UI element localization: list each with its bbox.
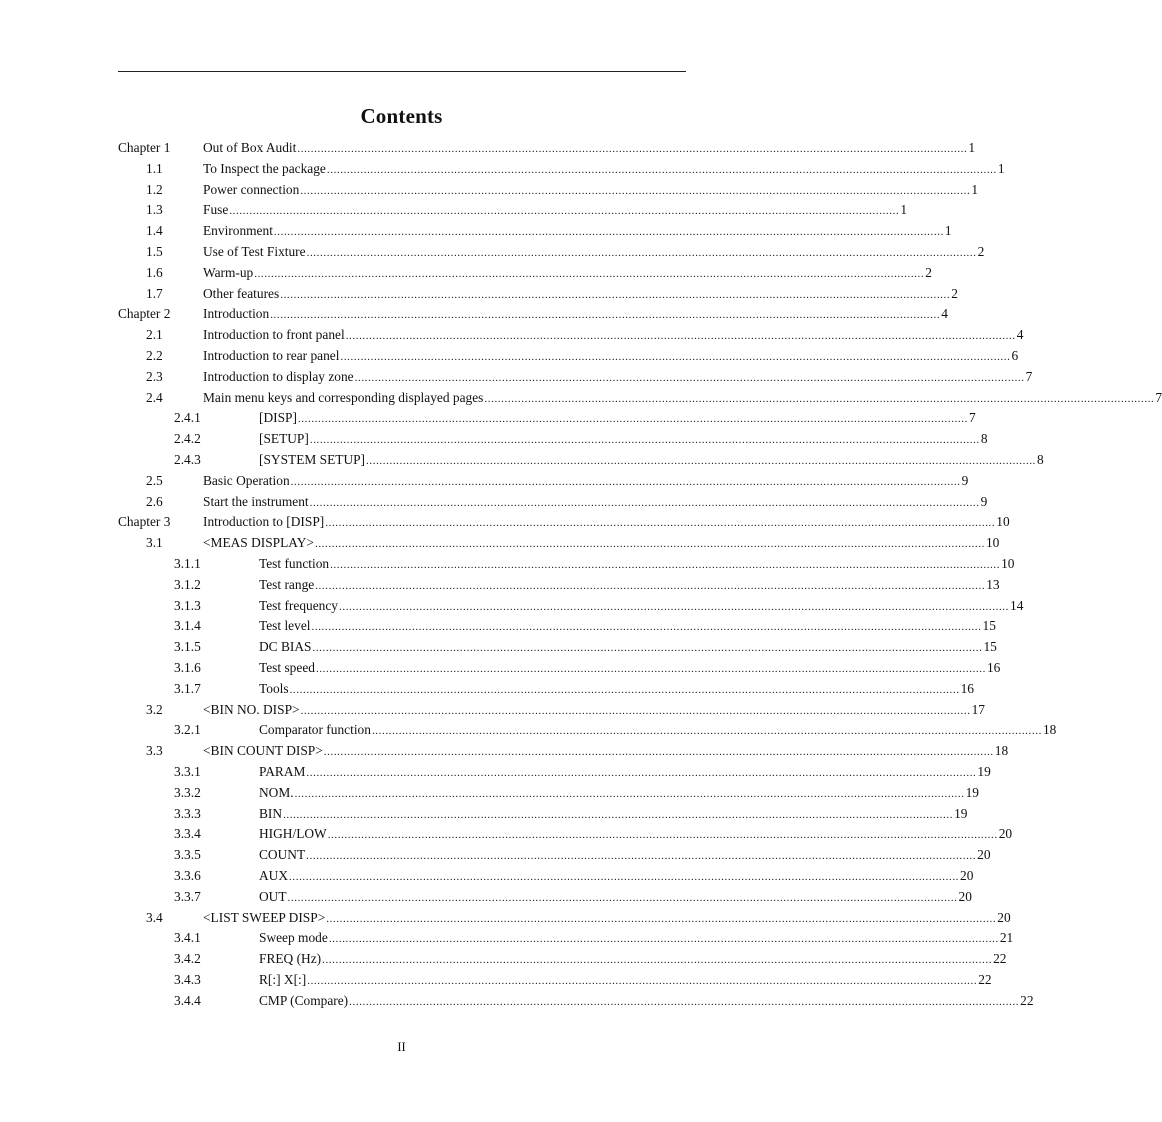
toc-entry[interactable]	[0, 284, 958, 304]
toc-entry-number: 3.4.2	[174, 951, 201, 967]
toc-entry-number: 2.6	[146, 493, 163, 509]
toc-entry-page: 2	[977, 244, 985, 259]
toc-entry-title[interactable]: AUX	[259, 868, 289, 883]
toc-entry-title[interactable]: Test function	[259, 556, 330, 571]
dot-leader: ........................................................................................................................................................................................................	[371, 725, 1042, 738]
toc-entry-title[interactable]: Out of Box Audit	[203, 140, 297, 155]
toc-entry-page: 1	[968, 140, 976, 155]
toc-entry-number: 3.1.1	[174, 556, 201, 571]
toc-entry-number: 3.2.1	[174, 722, 201, 738]
dot-leader: ........................................................................................................................................................................................................	[300, 184, 971, 197]
toc-entry-page: 22	[993, 951, 1007, 967]
toc-entry-title[interactable]: [SETUP]	[259, 431, 309, 447]
toc-entry-title[interactable]: Sweep mode	[259, 930, 328, 946]
toc-entry[interactable]	[0, 242, 985, 262]
toc-entry-page: 10	[985, 535, 1000, 551]
toc-entry-title[interactable]: Warm-up	[203, 264, 254, 280]
toc-entry-title[interactable]: Test range	[259, 576, 315, 592]
toc-entry-number: 3.2	[146, 701, 163, 717]
toc-entry[interactable]	[0, 991, 1034, 1011]
toc-entry-number: 3.3.2	[174, 784, 201, 800]
toc-entry-page: 15	[982, 618, 996, 634]
dot-leader: ........................................................................................................................................................................................................	[289, 683, 960, 696]
toc-entry-title[interactable]: Environment	[203, 223, 273, 239]
dot-leader: ........................................................................................................................................................................................................	[330, 559, 1001, 571]
toc-entry-number: 3.1.2	[174, 576, 201, 592]
dot-leader: ........................................................................................................................................................................................................	[287, 891, 958, 904]
toc-entry-number: 1.1	[146, 160, 163, 176]
dot-leader: ........................................................................................................................................................................................................	[289, 871, 960, 883]
page-number: II	[397, 1040, 406, 1054]
toc-entry-page: 7	[1025, 368, 1033, 384]
toc-entry-number: 2.3	[146, 368, 163, 384]
toc-entry-title[interactable]: BIN	[259, 805, 283, 821]
toc-entry[interactable]	[0, 949, 1007, 969]
toc-entry-number: 2.2	[146, 348, 163, 363]
toc-entry-title[interactable]: Test speed	[259, 660, 315, 675]
header-rule	[118, 71, 686, 72]
toc-entry-number: 3.4	[146, 909, 163, 925]
dot-leader: ........................................................................................................................................................................................................	[315, 663, 986, 675]
toc-entry[interactable]	[0, 575, 1000, 595]
toc-entry[interactable]	[0, 159, 1005, 179]
toc-entry-title[interactable]: Test level	[259, 618, 311, 634]
toc-entry[interactable]	[0, 325, 1024, 345]
toc-entry-page: 10	[1001, 556, 1015, 571]
toc-entry-page: 17	[971, 701, 985, 717]
toc-entry-number: Chapter 3	[118, 514, 171, 530]
toc-entry-page: 18	[1042, 722, 1057, 738]
toc-entry-page: 1	[900, 202, 908, 218]
toc-entry-page: 7	[968, 410, 976, 426]
toc-entry-title[interactable]: Comparator function	[259, 722, 371, 738]
toc-entry-number: 3.1.6	[174, 660, 201, 675]
toc-entry-title[interactable]: <MEAS DISPLAY>	[203, 535, 314, 551]
toc-entry-page: 19	[977, 764, 991, 779]
toc-entry-page: 13	[986, 576, 1000, 592]
toc-entry-number: 2.4.2	[174, 431, 201, 447]
toc-entry-title[interactable]: NOM.	[259, 784, 294, 800]
toc-entry-title[interactable]: Introduction to front panel	[203, 327, 345, 343]
toc-entry-page: 8	[1037, 452, 1044, 467]
toc-entry-title[interactable]: Introduction to display zone	[203, 368, 354, 384]
toc-entry[interactable]	[0, 845, 991, 865]
toc-entry-title[interactable]: <BIN COUNT DISP>	[203, 743, 323, 759]
toc-entry-title[interactable]: R[:] X[:]	[259, 972, 307, 987]
toc-entry-number: 3.3	[146, 743, 163, 759]
toc-entry-page: 2	[925, 264, 932, 280]
toc-entry-page: 2	[951, 285, 958, 301]
toc-entry-title[interactable]: OUT	[259, 888, 287, 904]
toc-entry-page: 20	[997, 909, 1011, 925]
toc-entry-title[interactable]: Start the instrument	[203, 493, 309, 509]
toc-entry-number: 1.3	[146, 202, 163, 218]
toc-entry-number: 2.4	[146, 389, 163, 405]
toc-entry[interactable]	[0, 970, 992, 990]
toc-entry[interactable]	[0, 367, 1033, 387]
toc-entry[interactable]	[0, 388, 1162, 408]
toc-entry[interactable]	[0, 471, 969, 491]
toc-entry[interactable]	[0, 762, 991, 782]
dot-leader: ........................................................................................................................................................................................................	[309, 434, 980, 447]
toc-entry-number: 1.2	[146, 181, 163, 197]
dot-leader: ........................................................................................................................................................................................................	[280, 288, 951, 301]
dot-leader: ........................................................................................................................................................................................................	[345, 330, 1016, 343]
toc-entry-page: 20	[998, 826, 1013, 842]
toc-entry-number: 2.5	[146, 472, 163, 488]
dot-leader: ........................................................................................................................................................................................................	[325, 517, 996, 530]
toc-entry[interactable]	[0, 679, 974, 699]
toc-entry[interactable]	[0, 741, 1009, 761]
dot-leader: ........................................................................................................................................................................................................	[327, 829, 998, 842]
dot-leader: ........................................................................................................................................................................................................	[297, 143, 968, 155]
toc-entry[interactable]	[0, 554, 1015, 574]
toc-entry-number: 3.1	[146, 535, 163, 551]
toc-entry-page: 19	[954, 805, 968, 821]
toc-entry-number: Chapter 2	[118, 306, 171, 322]
dot-leader: ........................................................................................................................................................................................................	[323, 746, 994, 759]
toc-entry[interactable]	[0, 346, 1019, 366]
toc-entry[interactable]	[0, 533, 1000, 553]
toc-entry-page: 14	[1010, 597, 1024, 613]
toc-entry-page: 16	[960, 680, 974, 696]
dot-leader: ........................................................................................................................................................................................................	[309, 496, 980, 509]
dot-leader: ........................................................................................................................................................................................................	[273, 226, 944, 239]
toc-entry[interactable]	[0, 720, 1057, 740]
toc-entry-page: 4	[1016, 327, 1024, 343]
toc-entry[interactable]	[0, 596, 1024, 616]
toc-entry[interactable]	[0, 658, 1001, 678]
dot-leader: ........................................................................................................................................................................................................	[366, 455, 1037, 467]
toc-entry-title[interactable]: Introduction	[203, 306, 270, 322]
dot-leader: ........................................................................................................................................................................................................	[290, 475, 961, 488]
dot-leader: ........................................................................................................................................................................................................	[484, 392, 1155, 405]
toc-entry-title[interactable]: Fuse	[203, 202, 229, 218]
toc-entry[interactable]	[0, 783, 979, 803]
toc-entry-page: 19	[965, 784, 979, 800]
toc-entry-title[interactable]: Test frequency	[259, 597, 338, 613]
toc-entry[interactable]	[0, 824, 1013, 844]
toc-entry-page: 7	[1155, 389, 1162, 405]
toc-entry-number: 3.3.6	[174, 868, 201, 883]
toc-entry[interactable]	[0, 263, 932, 283]
dot-leader: ........................................................................................................................................................................................................	[312, 642, 983, 655]
toc-entry-page: 10	[996, 514, 1010, 530]
toc-entry[interactable]	[0, 804, 968, 824]
toc-entry-number: 3.1.5	[174, 639, 201, 655]
toc-entry-title[interactable]: Introduction to [DISP]	[203, 514, 325, 530]
toc-entry-number: 3.3.7	[174, 888, 201, 904]
toc-entry-title[interactable]: PARAM	[259, 764, 306, 779]
toc-entry-page: 22	[1020, 992, 1034, 1008]
toc-entry-number: 1.7	[146, 285, 163, 301]
toc-entry-page: 18	[994, 743, 1009, 759]
toc-entry-title[interactable]: Tools	[259, 680, 289, 696]
toc-entry-title[interactable]: To Inspect the package	[203, 160, 326, 176]
dot-leader: ........................................................................................................................................................................................................	[306, 247, 977, 259]
toc-entry[interactable]	[0, 408, 976, 428]
toc-entry-number: 3.1.7	[174, 680, 201, 696]
toc-entry-page: 8	[980, 431, 988, 447]
toc-entry-number: 1.6	[146, 264, 163, 280]
toc-entry[interactable]	[0, 429, 988, 449]
toc-entry[interactable]	[0, 866, 974, 886]
dot-leader: ........................................................................................................................................................................................................	[307, 975, 978, 987]
toc-entry-title[interactable]: Main menu keys and corresponding displayed pages	[203, 389, 484, 405]
toc-entry[interactable]	[0, 138, 976, 158]
dot-leader: ........................................................................................................................................................................................................	[229, 205, 900, 218]
toc-entry-title[interactable]: Use of Test Fixture	[203, 244, 306, 259]
toc-entry-title[interactable]: DC BIAS	[259, 639, 312, 655]
toc-entry-page: 1	[971, 181, 979, 197]
toc-entry[interactable]	[0, 908, 1011, 928]
toc-entry-number: 3.3.1	[174, 764, 201, 779]
dot-leader: ........................................................................................................................................................................................................	[300, 704, 971, 717]
dot-leader: ........................................................................................................................................................................................................	[311, 621, 982, 634]
toc-entry-page: 1	[944, 223, 952, 239]
toc-entry-number: 2.4.1	[174, 410, 201, 426]
dot-leader: ........................................................................................................................................................................................................	[306, 767, 977, 779]
toc-entry-number: 3.4.4	[174, 992, 201, 1008]
toc-entry-page: 20	[960, 868, 974, 883]
toc-entry-page: 22	[978, 972, 992, 987]
toc-entry-title[interactable]: [SYSTEM SETUP]	[259, 452, 366, 467]
toc-entry-number: 1.4	[146, 223, 163, 239]
toc-entry[interactable]	[0, 304, 948, 324]
toc-entry-number: 3.4.1	[174, 930, 201, 946]
dot-leader: ........................................................................................................................................................................................................	[349, 995, 1020, 1008]
toc-entry[interactable]	[0, 221, 952, 241]
toc-entry-title[interactable]: Power connection	[203, 181, 300, 197]
toc-entry[interactable]	[0, 616, 996, 636]
dot-leader: ........................................................................................................................................................................................................	[326, 163, 997, 176]
dot-leader: ........................................................................................................................................................................................................	[326, 912, 997, 925]
toc-entry-page: 20	[977, 847, 991, 863]
toc-entry-number: 3.3.5	[174, 847, 201, 863]
toc-entry-title[interactable]: COUNT	[259, 847, 306, 863]
toc-entry-title[interactable]: Introduction to rear panel	[203, 348, 340, 363]
toc-entry-number: 3.3.3	[174, 805, 201, 821]
toc-entry-title[interactable]: FREQ (Hz)	[259, 951, 322, 967]
toc-entry[interactable]	[0, 700, 985, 720]
dot-leader: ........................................................................................................................................................................................................	[314, 538, 985, 551]
toc-entry-number: 3.1.3	[174, 597, 201, 613]
toc-entry-number: 1.5	[146, 244, 163, 259]
toc-entry-number: Chapter 1	[118, 140, 171, 155]
toc-entry-page: 6	[1011, 348, 1019, 363]
dot-leader: ........................................................................................................................................................................................................	[297, 413, 968, 426]
dot-leader: ........................................................................................................................................................................................................	[328, 933, 999, 946]
toc-entry-page: 15	[983, 639, 997, 655]
toc-entry[interactable]	[0, 180, 979, 200]
dot-leader: ........................................................................................................................................................................................................	[339, 600, 1009, 613]
toc-entry-number: 2.4.3	[174, 452, 201, 467]
page-title: Contents	[360, 104, 443, 128]
toc-entry[interactable]	[0, 887, 972, 907]
dot-leader: ........................................................................................................................................................................................................	[322, 954, 993, 967]
toc-entry-title[interactable]: <BIN NO. DISP>	[203, 701, 300, 717]
toc-entry[interactable]	[0, 492, 988, 512]
toc-entry[interactable]	[0, 928, 1014, 948]
toc-entry-page: 16	[986, 660, 1001, 675]
toc-entry[interactable]	[0, 450, 1044, 470]
dot-leader: ........................................................................................................................................................................................................	[306, 850, 977, 863]
toc-entry-page: 1	[997, 160, 1005, 176]
dot-leader: ........................................................................................................................................................................................................	[270, 309, 941, 322]
toc-entry[interactable]	[0, 512, 1010, 532]
dot-leader: ........................................................................................................................................................................................................	[254, 267, 925, 280]
toc-entry-title[interactable]: [DISP]	[259, 410, 297, 426]
toc-entry[interactable]	[0, 200, 908, 220]
toc-entry-page: 9	[961, 472, 969, 488]
toc-entry[interactable]	[0, 637, 997, 657]
toc-entry-title[interactable]: CMP (Compare)	[259, 992, 349, 1008]
toc-entry-page: 21	[999, 930, 1014, 946]
toc-entry-number: 2.1	[146, 327, 163, 343]
toc-entry-page: 20	[958, 888, 972, 904]
toc-entry-number: 3.3.4	[174, 826, 201, 842]
dot-leader: ........................................................................................................................................................................................................	[283, 808, 954, 821]
toc-entry-page: 4	[941, 306, 948, 322]
dot-leader: ........................................................................................................................................................................................................	[315, 579, 986, 592]
dot-leader: ........................................................................................................................................................................................................	[294, 787, 965, 800]
dot-leader: ........................................................................................................................................................................................................	[340, 351, 1011, 363]
toc-entry-title[interactable]: <LIST SWEEP DISP>	[203, 909, 326, 925]
toc-entry-page: 9	[980, 493, 988, 509]
toc-entry-title[interactable]: Basic Operation	[203, 472, 290, 488]
toc-entry-number: 3.4.3	[174, 972, 201, 987]
toc-entry-title[interactable]: HIGH/LOW	[259, 826, 327, 842]
toc-entry-number: 3.1.4	[174, 618, 201, 634]
toc-entry-title[interactable]: Other features	[203, 285, 280, 301]
dot-leader: ........................................................................................................................................................................................................	[354, 371, 1025, 384]
